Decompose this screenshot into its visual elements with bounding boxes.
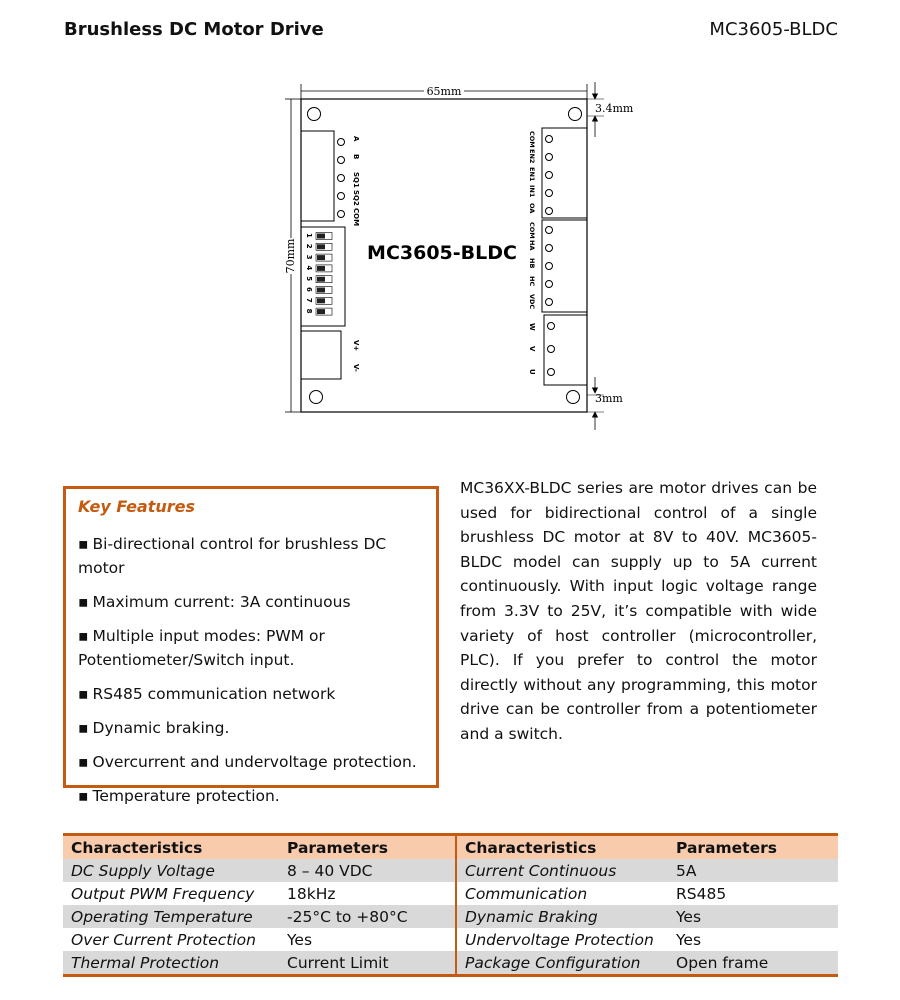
characteristic-cell: DC Supply Voltage	[63, 859, 279, 882]
feature-text: Dynamic braking.	[92, 719, 230, 737]
parameter-cell: 18kHz	[279, 882, 456, 905]
table-row	[63, 928, 838, 951]
bullet-icon: ▪	[78, 685, 89, 703]
header-characteristics: Characteristics	[63, 835, 279, 860]
hall-connector-label: VDC	[528, 294, 536, 310]
dip-switch-number: 4	[305, 265, 313, 271]
characteristic-cell: Dynamic Braking	[456, 905, 668, 928]
dip-switch-number: 1	[305, 233, 313, 238]
parameter-cell: Yes	[279, 928, 456, 951]
bullet-icon: ▪	[78, 535, 89, 553]
parameter-cell: Yes	[668, 905, 838, 928]
control-connector-label: COM	[528, 131, 536, 148]
table-row	[63, 951, 838, 976]
left-connector-label: A	[352, 136, 360, 142]
parameter-cell: RS485	[676, 884, 727, 903]
dip-switch-knob	[317, 266, 325, 271]
feature-text: Bi-directional control for brushless DC motor	[78, 535, 387, 577]
left-connector-label: SQ2	[352, 190, 360, 206]
control-connector-label: EN2	[528, 149, 536, 164]
feature-text: Maximum current: 3A continuous	[92, 593, 351, 611]
control-connector-label: EN1	[528, 167, 536, 182]
characteristic-cell: Undervoltage Protection	[465, 930, 654, 949]
dip-switch-number: 2	[305, 243, 313, 249]
table-header-row	[63, 835, 838, 860]
motor-phase-label: V	[528, 346, 536, 352]
width-dimension-label: 65mm	[426, 85, 462, 98]
power-label-vplus: V+	[352, 340, 360, 352]
key-features-list	[78, 532, 436, 808]
feature-text: Temperature protection.	[92, 787, 280, 805]
feature-item	[78, 624, 436, 672]
characteristic-cell: Output PWM Frequency	[71, 884, 255, 903]
left-connector-label: B	[352, 154, 360, 160]
parameter-cell: Open frame	[668, 951, 838, 976]
parameter-cell: Current Limit	[279, 951, 456, 976]
header-parameters: Parameters	[668, 835, 838, 860]
control-connector-label: OA	[528, 203, 536, 214]
key-features-box	[63, 486, 439, 805]
parameter-cell: 5A	[668, 859, 838, 882]
left-connector-label: COM	[352, 208, 360, 227]
hall-connector-label: HB	[528, 258, 536, 269]
power-label-vminus: V-	[352, 364, 360, 372]
board-model-label: MC3605-BLDC	[367, 242, 517, 264]
feature-item	[78, 590, 436, 614]
header-characteristics: Characteristics	[456, 835, 668, 860]
height-dimension-label: 70mm	[284, 238, 297, 274]
key-features-title: Key Features	[78, 497, 196, 516]
left-connector-label: SQ1	[352, 172, 360, 188]
characteristic-cell: Package Configuration	[456, 951, 668, 976]
feature-text: Multiple input modes: PWM or Potentiometer/Switch input.	[78, 627, 325, 669]
bullet-icon: ▪	[78, 593, 89, 611]
hall-connector-label: HC	[528, 276, 536, 287]
feature-item	[78, 784, 436, 808]
control-connector-label: IN1	[528, 185, 536, 198]
motor-phase-label: W	[528, 323, 536, 331]
bottom-offset-label: 3mm	[595, 392, 623, 405]
feature-item	[78, 750, 436, 774]
board-dimension-diagram	[0, 0, 900, 460]
motor-phase-label: U	[528, 369, 536, 375]
dip-switch-knob	[317, 288, 325, 293]
parameter-cell: -25°C to +80°C	[279, 905, 456, 928]
table-row	[63, 905, 838, 928]
header-parameters: Parameters	[279, 835, 456, 860]
dip-switch-number: 5	[305, 276, 313, 282]
hall-connector-label: HA	[528, 240, 536, 251]
characteristic-cell: Over Current Protection	[71, 930, 256, 949]
bullet-icon: ▪	[78, 753, 89, 771]
dip-switch-number: 6	[305, 287, 313, 292]
dip-switch-knob	[317, 234, 325, 239]
characteristic-cell: Current Continuous	[456, 859, 668, 882]
feature-text: RS485 communication network	[92, 685, 336, 703]
feature-item	[78, 682, 436, 706]
characteristic-cell: Thermal Protection	[63, 951, 279, 976]
feature-item	[78, 716, 436, 740]
bullet-icon: ▪	[78, 627, 89, 645]
bullet-icon: ▪	[78, 787, 89, 805]
dip-switch-knob	[317, 255, 325, 260]
table-row	[63, 859, 838, 882]
dip-switch-knob	[317, 309, 325, 314]
product-description: MC36XX-BLDC series are motor drives can be used for bidirectional control of a single brushless DC motor at 8V to 40V. MC3605-BLDC model can supply up to 5A current continuously. With input logic voltage range from 3.3V to 25V, it’s compatible with wide variety of host controller (microcontroller, PLC). If you prefer to control the motor directly without any programming, this motor drive can be controller from a potentiometer and a switch.	[460, 479, 817, 743]
parameter-cell: 8 – 40 VDC	[279, 859, 456, 882]
model-number: MC3605-BLDC	[709, 19, 838, 40]
top-offset-label: 3.4mm	[595, 102, 634, 115]
bullet-icon: ▪	[78, 719, 89, 737]
characteristic-cell: Operating Temperature	[63, 905, 279, 928]
document-title: Brushless DC Motor Drive	[64, 19, 324, 40]
table-row	[63, 882, 838, 905]
dip-switch-knob	[317, 244, 325, 249]
dip-switch-number: 7	[305, 297, 313, 303]
characteristic-cell: Communication	[465, 884, 588, 903]
specifications-table	[63, 833, 838, 977]
dip-switch-knob	[317, 298, 325, 303]
hall-connector-label: COM	[528, 222, 536, 239]
feature-item	[78, 532, 436, 580]
dip-switch-knob	[317, 277, 325, 282]
dip-switch-number: 3	[305, 254, 313, 260]
parameter-cell: Yes	[676, 930, 702, 949]
dip-switch-number: 8	[305, 308, 313, 314]
feature-text: Overcurrent and undervoltage protection.	[92, 753, 417, 771]
